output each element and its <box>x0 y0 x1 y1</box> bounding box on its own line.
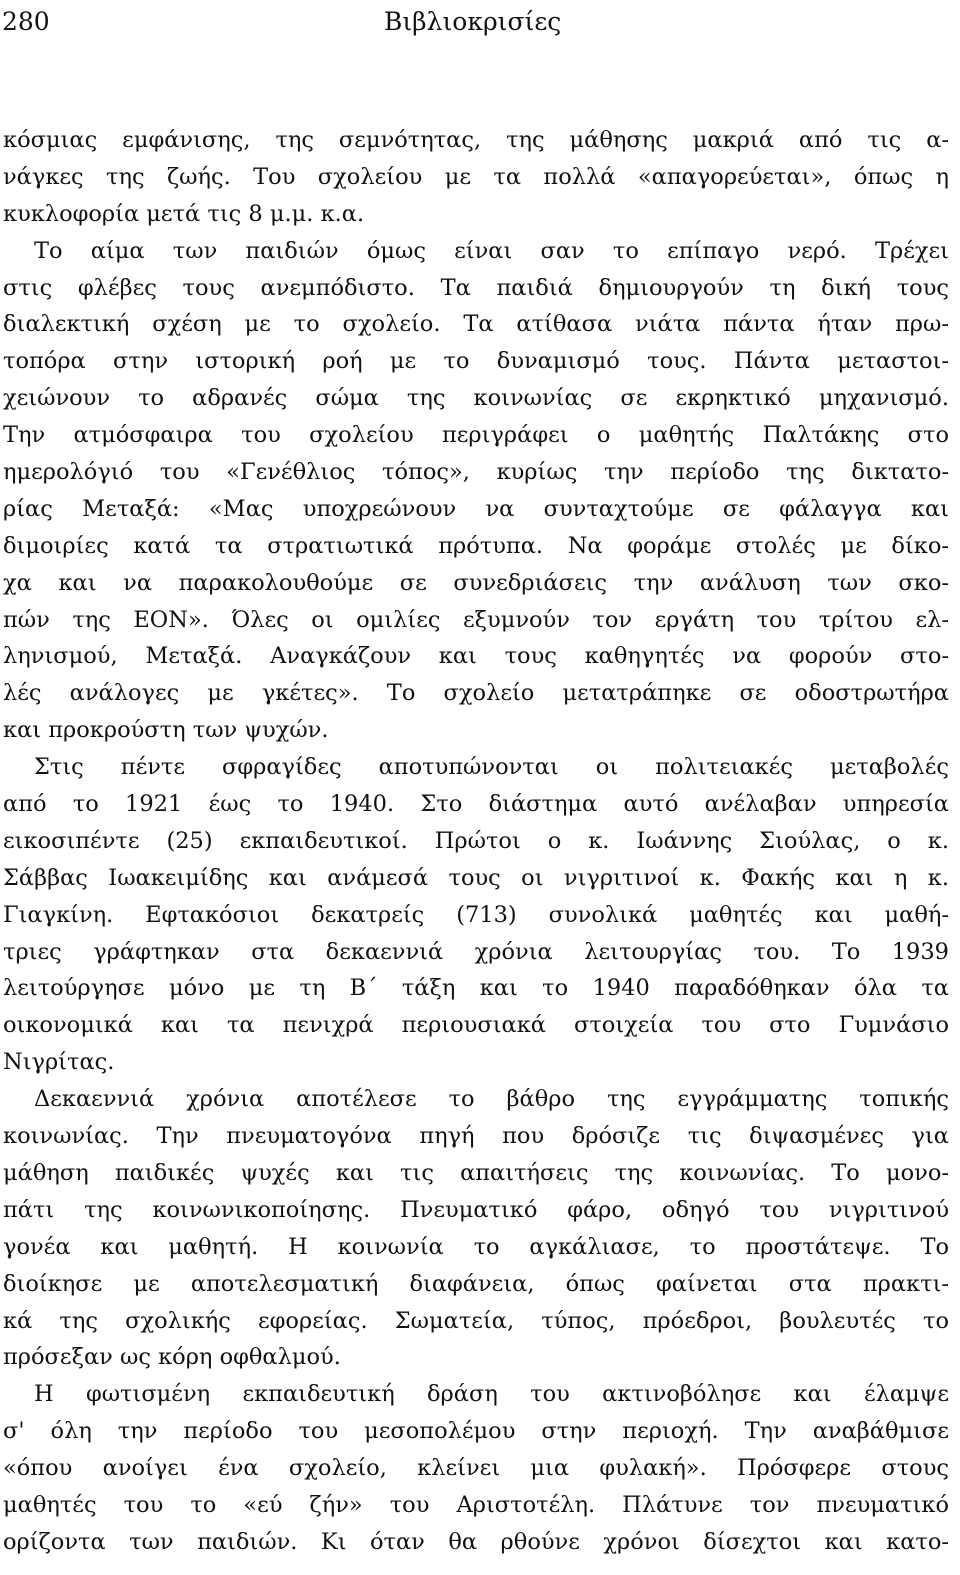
running-header <box>0 2 960 42</box>
text-line: λές ανάλογες με γκέτες». Το σχολείο μετατράπηκε σε οδοστρωτήρα <box>3 680 949 707</box>
text-line: μάθηση παιδικές ψυχές και τις απαιτήσεις της κοινωνίας. Το μονο- <box>3 1159 949 1186</box>
text-line: λειτούργησε μόνο με τη Β΄ τάξη και το 1940 παραδόθηκαν όλα τα <box>3 975 949 1002</box>
text-line: Το αίμα των παιδιών όμως είναι σαν το επίπαγο νερό. Τρέχει <box>34 237 949 264</box>
text-line: χα και να παρακολουθούμε σε συνεδριάσεις την ανάλυση των σκο- <box>3 569 949 596</box>
text-line: διαλεκτική σχέση με το σχολείο. Τα ατίθασα νιάτα πάντα ήταν πρω- <box>3 311 949 338</box>
text-line: ρίας Μεταξά: «Μας υποχρεώνουν να συνταχτούμε σε φάλαγγα και <box>3 495 949 522</box>
text-line: εικοσιπέντε (25) εκπαιδευτικοί. Πρώτοι ο κ. Ιωάννης Σιούλας, ο κ. <box>3 827 949 854</box>
text-line: στις φλέβες τους ανεμπόδιστο. Τα παιδιά δημιουργούν τη δική τους <box>3 274 949 301</box>
text-line: ληνισμού, Μεταξά. Αναγκάζουν και τους καθηγητές να φορούν στο- <box>3 643 949 670</box>
text-line: χειώνουν το αδρανές σώμα της κοινωνίας σε εκρηκτικό μηχανισμό. <box>3 385 949 412</box>
text-line: Γιαγκίνη. Εφτακόσιοι δεκατρείς (713) συνολικά μαθητές και μαθή- <box>3 901 949 928</box>
text-line: γονέα και μαθητή. Η κοινωνία το αγκάλιασε, το προστάτεψε. Το <box>3 1233 949 1260</box>
text-line: Στις πέντε σφραγίδες αποτυπώνονται οι πολιτειακές μεταβολές <box>34 754 949 781</box>
text-line: κοινωνίας. Την πνευματογόνα πηγή που δρόσιζε τις διψασμένες για <box>3 1123 949 1150</box>
text-line: οικονομικά και τα πενιχρά περιουσιακά στοιχεία του στο Γυμνάσιο <box>3 1012 949 1039</box>
page-number: 280 <box>2 7 50 36</box>
text-line: κυκλοφορία μετά τις 8 μ.μ. κ.α. <box>3 200 365 227</box>
text-line: τοπόρα στην ιστορική ροή με το δυναμισμό τους. Πάντα μεταστοι- <box>3 348 949 375</box>
text-line: νάγκες της ζωής. Του σχολείου με τα πολλά «απαγορεύεται», όπως η <box>3 163 949 190</box>
text-line: «όπου ανοίγει ένα σχολείο, κλείνει μια φυλακή». Πρόσφερε στους <box>3 1455 949 1482</box>
text-line: Η φωτισμένη εκπαιδευτική δράση του ακτινοβόλησε και έλαμψε <box>34 1381 949 1408</box>
section-title: Βιβλιοκρισίες <box>384 7 562 36</box>
text-line: ορίζοντα των παιδιών. Κι όταν θα ρθούνε χρόνοι δίσεχτοι και κατο- <box>3 1528 949 1555</box>
body-text <box>3 122 949 1561</box>
text-line: σ' όλη την περίοδο του μεσοπολέμου στην περιοχή. Την αναβάθμισε <box>3 1418 949 1445</box>
text-line: από το 1921 έως το 1940. Στο διάστημα αυτό ανέλαβαν υπηρεσία <box>3 791 949 818</box>
text-line: κόσμιας εμφάνισης, της σεμνότητας, της μάθησης μακριά από τις α- <box>3 127 949 153</box>
text-line: διοίκησε με αποτελεσματική διαφάνεια, όπως φαίνεται στα πρακτι- <box>3 1270 949 1297</box>
text-line: ημερολόγιό του «Γενέθλιος τόπος», κυρίως την περίοδο της δικτατο- <box>3 459 949 486</box>
text-line: τριες γράφτηκαν στα δεκαεννιά χρόνια λειτουργίας του. Το 1939 <box>3 938 949 965</box>
text-line: Την ατμόσφαιρα του σχολείου περιγράφει ο μαθητής Παλτάκης στο <box>3 422 949 449</box>
text-line: μαθητές του το «εύ ζήν» του Αριστοτέλη. Πλάτυνε τον πνευματικό <box>3 1491 949 1518</box>
text-line: πρόσεξαν ως κόρη οφθαλμού. <box>3 1344 341 1371</box>
text-line: Νιγρίτας. <box>3 1049 115 1076</box>
text-line: πάτι της κοινωνικοποίησης. Πνευματικό φάρο, οδηγό του νιγριτινού <box>3 1196 949 1223</box>
text-line: Δεκαεννιά χρόνια αποτέλεσε το βάθρο της εγγράμματης τοπικής <box>34 1086 949 1113</box>
text-line: και προκρούστη των ψυχών. <box>3 717 329 744</box>
text-line: πών της ΕΟΝ». Όλες οι ομιλίες εξυμνούν τον εργάτη του τρίτου ελ- <box>3 606 949 633</box>
text-line: κά της σχολικής εφορείας. Σωματεία, τύπος, πρόεδροι, βουλευτές το <box>3 1307 949 1334</box>
text-line: διμοιρίες κατά τα στρατιωτικά πρότυπα. Να φοράμε στολές με δίκο- <box>3 532 949 559</box>
text-line: Σάββας Ιωακειμίδης και ανάμεσά τους οι νιγριτινοί κ. Φακής και η κ. <box>3 864 949 891</box>
